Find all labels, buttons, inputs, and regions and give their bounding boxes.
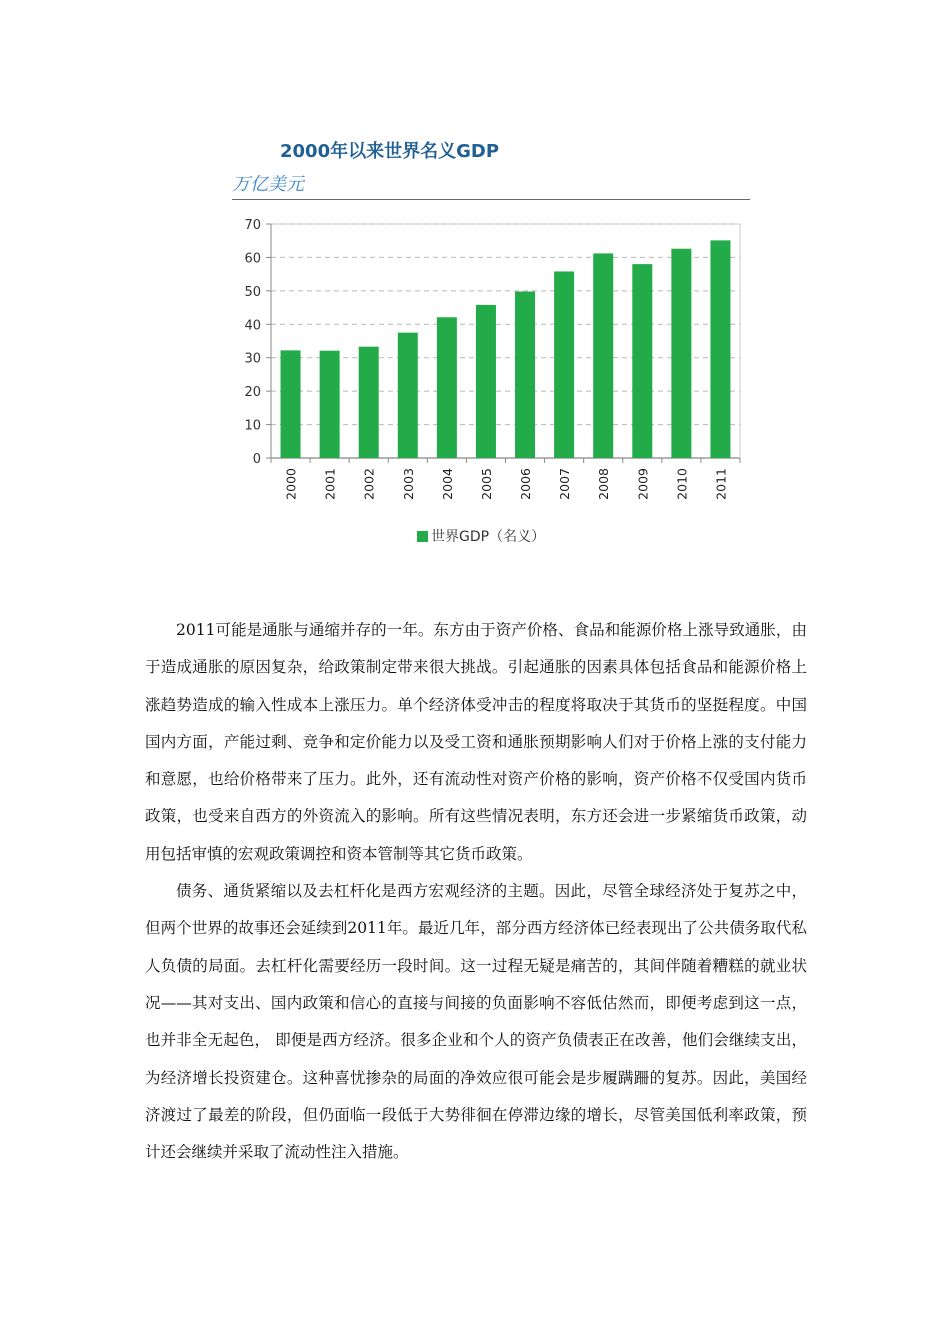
x-tick-label: 2002 <box>361 468 377 500</box>
y-tick-label: 0 <box>252 452 261 467</box>
bar <box>632 264 652 458</box>
y-tick-label: 40 <box>244 318 261 334</box>
x-tick-label: 2009 <box>635 468 651 500</box>
x-tick-label: 2010 <box>674 468 690 500</box>
bar <box>476 305 496 458</box>
chart-legend <box>417 526 545 546</box>
legend-label: 世界GDP（名义） <box>431 529 546 545</box>
y-tick-label: 20 <box>244 385 261 401</box>
x-tick-label: 2005 <box>478 468 494 500</box>
gdp-bar-chart <box>230 205 750 515</box>
x-tick-label: 2007 <box>557 468 573 500</box>
title-divider <box>232 199 750 200</box>
bar <box>359 347 379 458</box>
x-tick-label: 2011 <box>713 468 729 500</box>
bar <box>710 240 730 458</box>
x-tick-label: 2003 <box>400 468 416 500</box>
legend-swatch <box>417 531 428 542</box>
bar <box>671 249 691 458</box>
x-tick-label: 2004 <box>439 468 455 500</box>
y-tick-label: 30 <box>244 351 261 367</box>
bar <box>437 317 457 458</box>
y-tick-label: 70 <box>244 218 261 233</box>
x-tick-label: 2001 <box>322 468 338 500</box>
bar <box>281 350 301 458</box>
paragraph-1: 2011可能是通胀与通缩并存的一年。东方由于资产价格、食品和能源价格上涨导致通胀，由于造成通胀的原因复杂，给政策制定带来很大挑战。引起通胀的因素具体包括食品和能源价格上涨趋势造成的输入性成本上涨压力。单个经济体受冲击的程度将取决于其货币的坚挺程度。中国国内方面，产能过剩、竞争和定价能力以及受工资和通胀预期影响人们对于价格上涨的支付能力和意愿，也给价格带来了压力。此外，还有流动性对资产价格的影响，资产价格不仅受国内货币政策，也受来自西方的外资流入的影响。所有这些情况表明，东方还会进一步紧缩货币政策，动用包括审慎的宏观政策调控和资本管制等其它货币政策。 <box>145 621 807 863</box>
article-body <box>145 612 807 1171</box>
y-tick-label: 60 <box>244 251 261 267</box>
bar <box>593 253 613 458</box>
x-tick-label: 2000 <box>283 468 299 500</box>
bar <box>398 333 418 458</box>
bar <box>515 292 535 458</box>
y-tick-label: 50 <box>244 284 261 300</box>
y-tick-label: 10 <box>244 418 261 434</box>
bar <box>320 351 340 458</box>
plot-area <box>271 224 740 458</box>
x-tick-label: 2008 <box>596 468 612 500</box>
bar <box>554 271 574 458</box>
paragraph-2: 债务、通货紧缩以及去杠杆化是西方宏观经济的主题。因此，尽管全球经济处于复苏之中，但两个世界的故事还会延续到2011年。最近几年，部分西方经济体已经表现出了公共债务取代私人负债的局面。去杠杆化需要经历一段时间。这一过程无疑是痛苦的，其间伴随着糟糕的就业状况——其对支出、国内政策和信心的直接与间接的负面影响不容低估然而，即便考虑到这一点， 也并非全无起色， 即便是西方经济。很多企业和个人的资产负债表正在改善，他们会继续支出，为经济增长投资建仓。这种喜忧掺杂的局面的净效应很可能会是步履蹒跚的复苏。因此，美国经济渡过了最差的阶段，但仍面临一段低于大势徘徊在停滞边缘的增长，尽管美国低利率政策，预计还会继续并采取了流动性注入措施。 <box>145 882 807 1162</box>
chart-unit-label: 万亿美元 <box>232 174 304 195</box>
chart-title: 2000年以来世界名义GDP <box>280 141 500 162</box>
x-tick-label: 2006 <box>518 468 534 500</box>
